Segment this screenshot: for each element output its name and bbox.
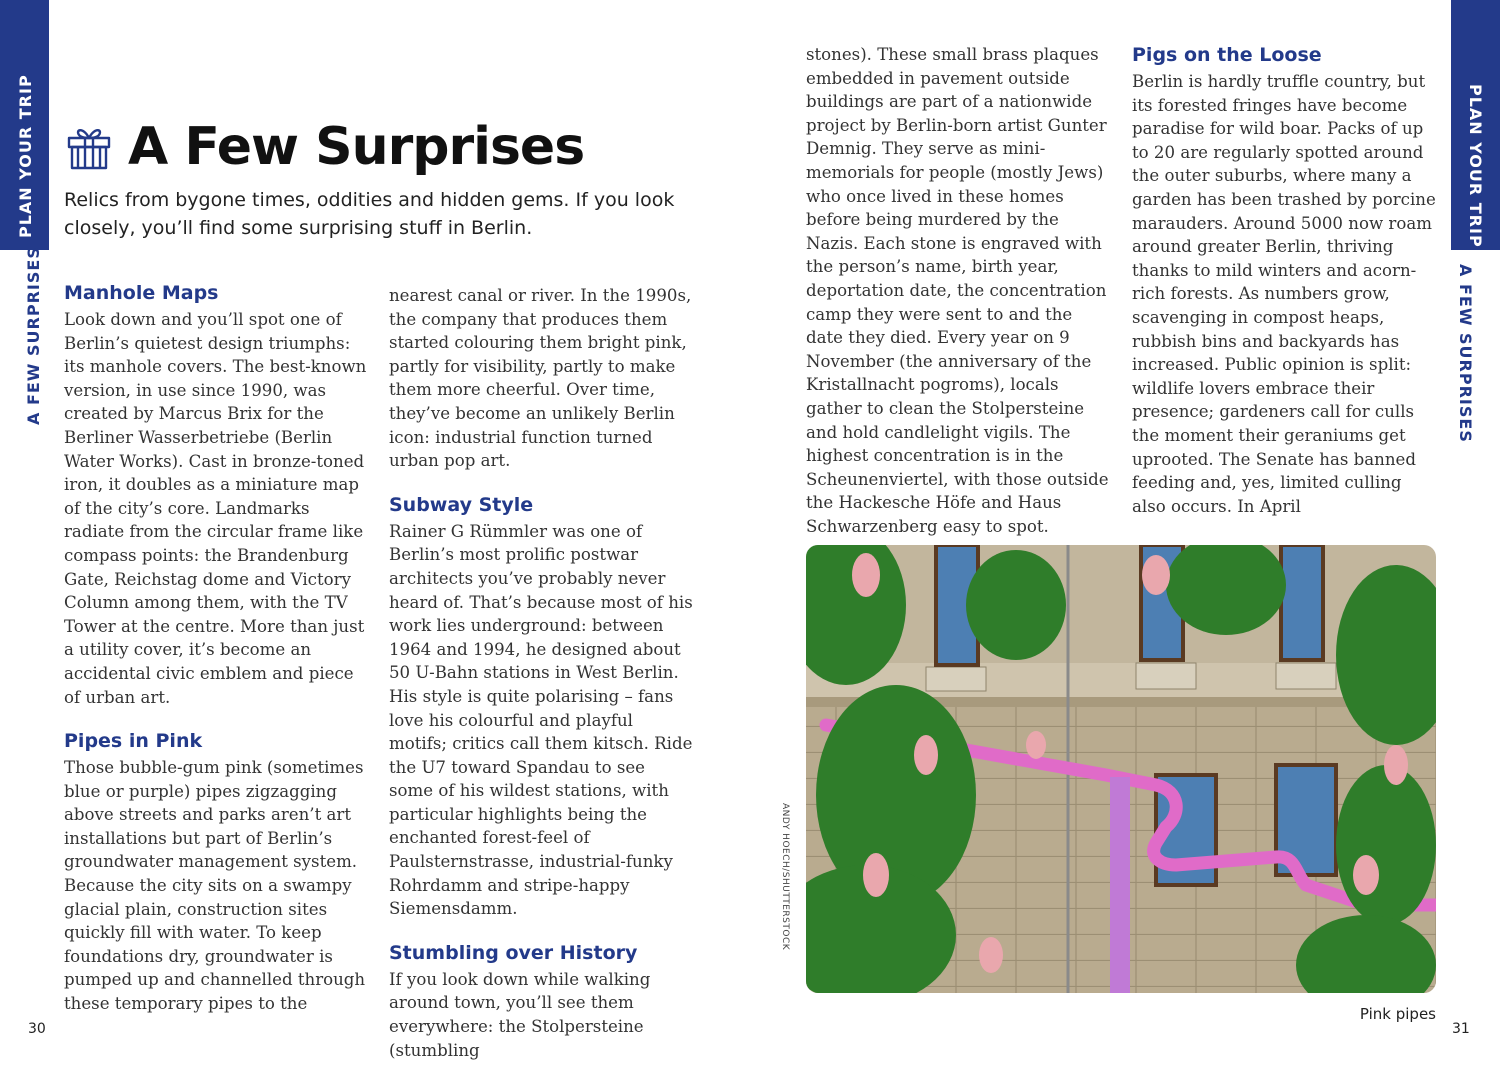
column-4 bbox=[1132, 43, 1437, 518]
photo-caption: Pink pipes bbox=[1359, 1005, 1436, 1023]
right-section-tab bbox=[1451, 0, 1500, 250]
photo-pink-pipes bbox=[806, 545, 1436, 993]
body-subway-style: Rainer G Rümmler was one of Berlin’s most prolific postwar architects you’ve probably never heard of. That’s because most of his work lies underground: between 1964 and 1994, he designed about 50 U-Bahn stations in West Berlin. His style is quite polarising – fans love his colourful and playful motifs; critics call them kitsch. Ride the U7 toward Spandau to see some of his wildest stations, with particular highlights being the enchanted forest-feel of Paulsternstrasse, industrial-funky Rohrdamm and stripe-happy Siemensdamm. bbox=[389, 521, 693, 919]
title-block bbox=[64, 112, 584, 182]
left-section-label: PLAN YOUR TRIP bbox=[16, 74, 35, 238]
intro-text: Relics from bygone times, oddities and hidden gems. If you look closely, you’ll find some surprising stuff in Berlin. bbox=[64, 189, 675, 239]
column-3 bbox=[806, 43, 1111, 538]
body-pipes-in-pink: Those bubble-gum pink (sometimes blue or purple) pipes zigzagging above streets and parks aren’t art installations but part of Berlin’s groundwater management system. Because the city sits on a swampy glacial plain, construction sites quickly fill with water. To keep foundations dry, groundwater is pumped up and channelled through these temporary pipes to the bbox=[64, 758, 366, 1014]
heading-pipes-in-pink: Pipes in Pink bbox=[64, 730, 203, 753]
gift-icon bbox=[64, 122, 114, 172]
left-section-tab bbox=[0, 0, 49, 250]
heading-stumbling-over-history: Stumbling over History bbox=[389, 941, 638, 964]
body-manhole-maps: Look down and you’ll spot one of Berlin’s quietest design triumphs: its manhole covers. The best-known version, in use since 1990, was created by Marcus Brix for the Berliner Wasserbetriebe (Berlin Water Works). Cast in bronze-toned iron, it doubles as a miniature map of the city’s core. Landmarks radiate from the circular frame like compass points: the Brandenburg Gate, Reichstag dome and Victory Column among them, with the TV Tower at the centre. More than just a utility cover, it’s become an accidental civic emblem and piece of urban art. bbox=[64, 310, 367, 707]
column-1 bbox=[64, 281, 369, 1016]
right-section-label: PLAN YOUR TRIP bbox=[1466, 84, 1485, 248]
right-chapter-label: A FEW SURPRISES bbox=[1456, 264, 1475, 443]
page-number-right: 31 bbox=[1452, 1021, 1470, 1037]
body-pipes-in-pink-continued: nearest canal or river. In the 1990s, the company that produces them started colouring them bright pink, partly for visibility, partly to make them more cheerful. Over time, they’ve become an unlikely Berlin icon: industrial function turned urban pop art. bbox=[389, 286, 692, 471]
heading-manhole-maps: Manhole Maps bbox=[64, 282, 219, 304]
photo-credit: ANDY HOECH/SHUTTERSTOCK bbox=[780, 803, 790, 951]
body-pigs-on-the-loose: Berlin is hardly truffle country, but its forested fringes have become paradise for wild boar. Packs of up to 20 are regularly spotted around the outer suburbs, where many a garden has been trashed by porcine marauders. Around 5000 now roam around greater Berlin, thriving thanks to mild winters and acorn-rich forests. As numbers grow, scavenging in compost heaps, rubbish bins and backyards has increased. Public opinion is split: wildlife lovers embrace their presence; gardeners call for culls the moment their geraniums get uprooted. The Senate has banned feeding and, yes, limited culling also occurs. In April bbox=[1132, 72, 1436, 516]
heading-subway-style: Subway Style bbox=[389, 493, 534, 516]
page-number-left: 30 bbox=[28, 1021, 46, 1037]
column-2 bbox=[389, 284, 694, 1062]
left-chapter-label: A FEW SURPRISES bbox=[24, 246, 43, 425]
page-title: A Few Surprises bbox=[128, 117, 585, 177]
heading-pigs-on-the-loose: Pigs on the Loose bbox=[1132, 44, 1322, 66]
body-stumbling-over-history: If you look down while walking around town, you’ll see them everywhere: the Stolpersteine (stumbling bbox=[389, 969, 651, 1060]
body-stumbling-continued: stones). These small brass plaques embedded in pavement outside buildings are part of a nationwide project by Berlin-born artist Gunter Demnig. They serve as mini-memorials for people (mostly Jews) who once lived in these homes before being murdered by the Nazis. Each stone is engraved with the person’s name, birth year, deportation date, the concentration camp they were sent to and the date they died. Every year on 9 November (the anniversary of the Kristallnacht pogroms), locals gather to clean the Stolpersteine and hold candlelight vigils. The highest concentration is in the Scheunenviertel, with those outside the Hackesche Höfe and Haus Schwarzenberg easy to spot. bbox=[806, 45, 1109, 536]
